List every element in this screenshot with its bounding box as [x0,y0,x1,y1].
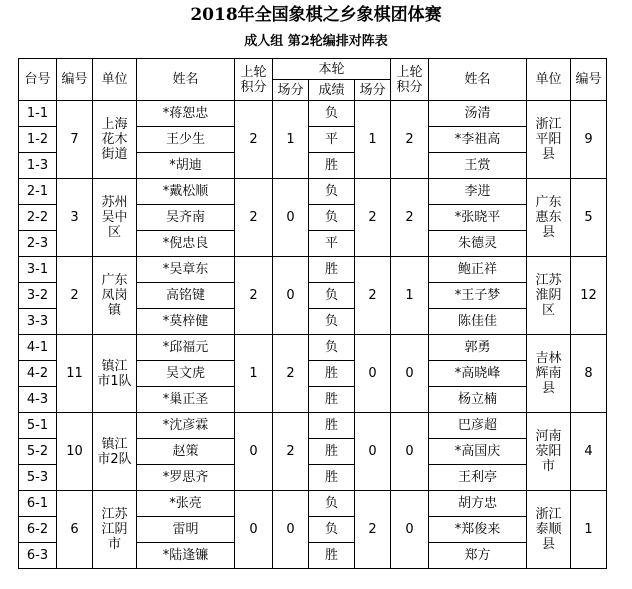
left-prev-score-cell: 1 [235,335,273,413]
header-result: 成绩 [309,80,355,101]
right-prev-score-cell: 0 [391,491,429,569]
right-player-name-cell: 鲍正祥 [429,257,527,283]
board-number-cell: 3-1 [19,257,57,283]
left-player-name-cell: 王少生 [137,127,235,153]
left-team-unit-cell: 镇江市1队 [93,335,137,413]
board-number-cell: 5-3 [19,465,57,491]
header-board: 台号 [19,59,57,101]
right-match-points-cell: 2 [355,257,391,335]
left-player-name-cell: *张亮 [137,491,235,517]
board-number-cell: 1-2 [19,127,57,153]
result-cell: 平 [309,127,355,153]
right-team-number-cell: 1 [571,491,607,569]
result-cell: 负 [309,179,355,205]
header-unit-right: 单位 [527,59,571,101]
left-player-name-cell: *莫梓健 [137,309,235,335]
result-cell: 胜 [309,465,355,491]
right-team-unit-cell: 吉林辉南县 [527,335,571,413]
left-player-name-cell: 吴齐南 [137,205,235,231]
right-prev-score-cell: 2 [391,101,429,179]
left-prev-score-cell: 2 [235,257,273,335]
right-team-number-cell: 12 [571,257,607,335]
board-number-cell: 1-3 [19,153,57,179]
board-number-cell: 2-1 [19,179,57,205]
left-team-number-cell: 3 [57,179,93,257]
board-number-cell: 2-2 [19,205,57,231]
right-team-unit-cell: 广东惠东县 [527,179,571,257]
right-team-unit-cell: 浙江平阳县 [527,101,571,179]
result-cell: 负 [309,491,355,517]
right-player-name-cell: 陈佳佳 [429,309,527,335]
right-player-name-cell: 郭勇 [429,335,527,361]
left-team-number-cell: 7 [57,101,93,179]
right-player-name-cell: *张晓平 [429,205,527,231]
right-player-name-cell: *高晓峰 [429,361,527,387]
header-match-points-right: 场分 [355,80,391,101]
left-team-number-cell: 6 [57,491,93,569]
right-prev-score-cell: 0 [391,413,429,491]
left-player-name-cell: *巢正圣 [137,387,235,413]
right-team-unit-cell: 江苏淮阴区 [527,257,571,335]
left-player-name-cell: 雷明 [137,517,235,543]
left-match-points-cell: 0 [273,257,309,335]
left-player-name-cell: *邱福元 [137,335,235,361]
result-cell: 负 [309,309,355,335]
table-row [19,101,607,127]
board-number-cell: 6-3 [19,543,57,569]
right-player-name-cell: *郑俊来 [429,517,527,543]
board-number-cell: 4-3 [19,387,57,413]
result-cell: 负 [309,205,355,231]
header-name-left: 姓名 [137,59,235,101]
result-cell: 胜 [309,153,355,179]
right-player-name-cell: 胡方忠 [429,491,527,517]
right-player-name-cell: 王利亭 [429,465,527,491]
left-prev-score-cell: 2 [235,101,273,179]
header-number-right: 编号 [571,59,607,101]
header-match-points-left: 场分 [273,80,309,101]
result-cell: 胜 [309,257,355,283]
result-cell: 负 [309,517,355,543]
left-team-unit-cell: 江苏江阴市 [93,491,137,569]
table-row [19,179,607,205]
result-cell: 平 [309,231,355,257]
right-team-unit-cell: 河南荥阳市 [527,413,571,491]
left-prev-score-cell: 0 [235,491,273,569]
table-row [19,335,607,361]
board-number-cell: 4-1 [19,335,57,361]
right-player-name-cell: 李进 [429,179,527,205]
left-player-name-cell: *戴松顺 [137,179,235,205]
board-number-cell: 1-1 [19,101,57,127]
header-prev-score-right: 上轮积分 [391,59,429,101]
right-match-points-cell: 2 [355,179,391,257]
left-team-number-cell: 2 [57,257,93,335]
board-number-cell: 6-1 [19,491,57,517]
page-subtitle: 成人组 第2轮编排对阵表 [244,34,388,49]
right-player-name-cell: 杨立楠 [429,387,527,413]
left-player-name-cell: *沈彦霖 [137,413,235,439]
board-number-cell: 4-2 [19,361,57,387]
pairing-table [18,58,607,569]
left-team-unit-cell: 苏州吴中区 [93,179,137,257]
header-name-right: 姓名 [429,59,527,101]
board-number-cell: 3-2 [19,283,57,309]
right-team-number-cell: 5 [571,179,607,257]
left-player-name-cell: *蒋恕忠 [137,101,235,127]
left-match-points-cell: 0 [273,491,309,569]
left-player-name-cell: *倪忠良 [137,231,235,257]
right-team-number-cell: 9 [571,101,607,179]
pairing-table-body [19,101,607,569]
board-number-cell: 5-1 [19,413,57,439]
right-prev-score-cell: 0 [391,335,429,413]
page-title: 2018年全国象棋之乡象棋团体赛 [190,5,442,25]
right-match-points-cell: 0 [355,413,391,491]
right-player-name-cell: 王赏 [429,153,527,179]
right-player-name-cell: 汤清 [429,101,527,127]
left-player-name-cell: *罗思齐 [137,465,235,491]
left-match-points-cell: 2 [273,413,309,491]
left-team-number-cell: 11 [57,335,93,413]
header-unit-left: 单位 [93,59,137,101]
board-number-cell: 5-2 [19,439,57,465]
right-player-name-cell: 郑方 [429,543,527,569]
left-team-number-cell: 10 [57,413,93,491]
result-cell: 负 [309,101,355,127]
table-row [19,491,607,517]
right-player-name-cell: *王子梦 [429,283,527,309]
left-prev-score-cell: 2 [235,179,273,257]
result-cell: 胜 [309,387,355,413]
right-team-number-cell: 4 [571,413,607,491]
right-prev-score-cell: 2 [391,179,429,257]
right-player-name-cell: *李祖高 [429,127,527,153]
right-team-unit-cell: 浙江泰顺县 [527,491,571,569]
left-team-unit-cell: 上海花木街道 [93,101,137,179]
right-team-number-cell: 8 [571,335,607,413]
result-cell: 负 [309,335,355,361]
left-prev-score-cell: 0 [235,413,273,491]
left-player-name-cell: 吴文虎 [137,361,235,387]
table-row [19,257,607,283]
left-team-unit-cell: 广东凤岗镇 [93,257,137,335]
right-match-points-cell: 0 [355,335,391,413]
table-row [19,413,607,439]
result-cell: 负 [309,283,355,309]
right-player-name-cell: 巴彦超 [429,413,527,439]
left-player-name-cell: *胡迪 [137,153,235,179]
result-cell: 胜 [309,413,355,439]
right-prev-score-cell: 1 [391,257,429,335]
left-match-points-cell: 0 [273,179,309,257]
right-match-points-cell: 1 [355,101,391,179]
left-match-points-cell: 2 [273,335,309,413]
header-prev-score-left: 上轮积分 [235,59,273,101]
board-number-cell: 6-2 [19,517,57,543]
header-this-round: 本轮 [273,59,391,80]
left-player-name-cell: 高铭键 [137,283,235,309]
board-number-cell: 3-3 [19,309,57,335]
right-player-name-cell: 朱德灵 [429,231,527,257]
left-player-name-cell: *吴章东 [137,257,235,283]
board-number-cell: 2-3 [19,231,57,257]
left-match-points-cell: 1 [273,101,309,179]
result-cell: 胜 [309,543,355,569]
left-player-name-cell: 赵策 [137,439,235,465]
right-match-points-cell: 2 [355,491,391,569]
result-cell: 胜 [309,439,355,465]
result-cell: 胜 [309,361,355,387]
header-number-left: 编号 [57,59,93,101]
left-team-unit-cell: 镇江市2队 [93,413,137,491]
right-player-name-cell: *高国庆 [429,439,527,465]
left-player-name-cell: *陆逢镰 [137,543,235,569]
